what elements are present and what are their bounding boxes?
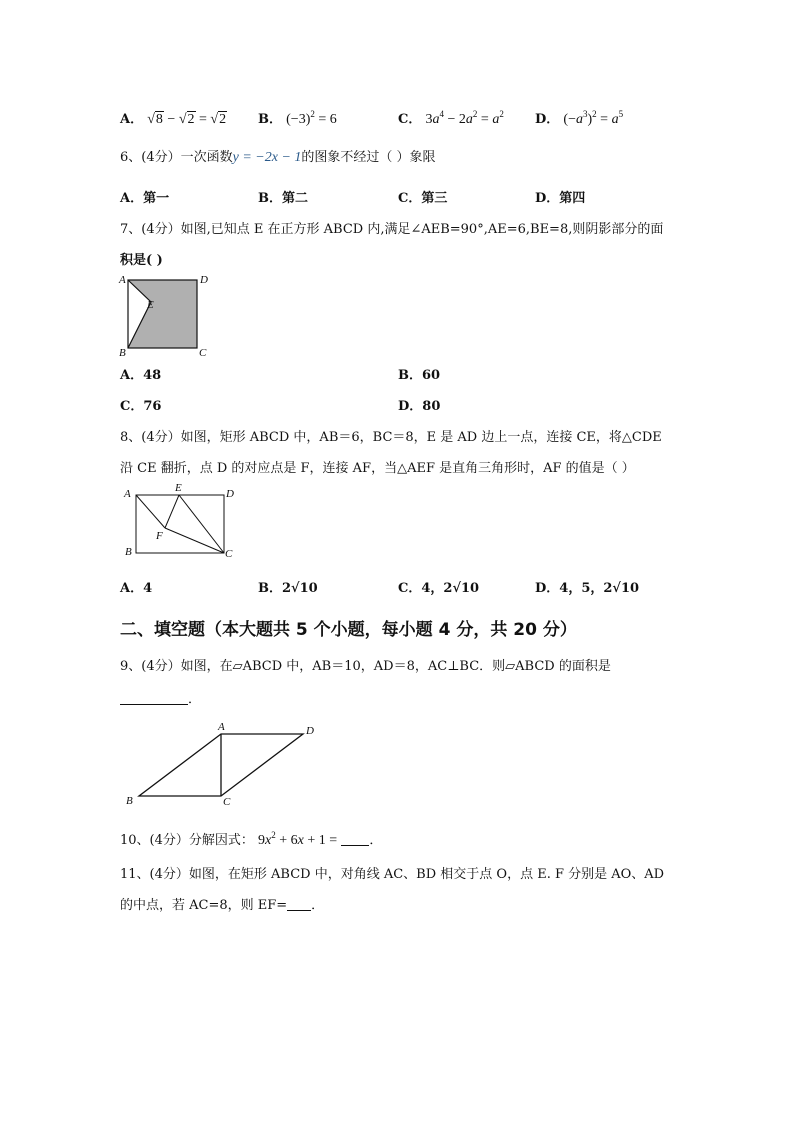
q8-segment-ec (179, 495, 224, 553)
q5-option-b (258, 108, 337, 128)
q9-figure (118, 716, 328, 812)
q6-option-d: D．第四 (535, 191, 586, 206)
q5-option-b-label: B． (258, 112, 282, 127)
q5-option-c (398, 108, 504, 128)
q8-segment-af (136, 495, 165, 528)
q8-option-a-text: A．4 (120, 581, 153, 596)
q7-label-e: E (147, 299, 154, 311)
q7-label-b: B (119, 347, 126, 359)
q11-stem-line2 (120, 894, 324, 913)
q8-stem-line1: 8、(4分）如图，矩形 ABCD 中，AB＝6，BC＝8，E 是 AD 边上一点，连接 CE，将△CDE (120, 430, 662, 445)
q8-stem-line2: 沿 CE 翻折，点 D 的对应点是 F，连接 AF，当△AEF 是直角三角形时，AF 的值是（ ） (120, 461, 635, 476)
q9-label-c: C (223, 796, 231, 808)
q7-option-d: D．80 (398, 399, 441, 414)
q6-suffix: 的图象不经过（ ）象限 (301, 150, 436, 165)
q5-option-d-label: D． (535, 112, 560, 127)
q6-formula: y = −2x − 1 (232, 150, 302, 165)
q8-figure (118, 480, 243, 560)
q8-rectangle (136, 495, 224, 553)
q9-answer-blank[interactable] (120, 692, 188, 705)
q5-option-b-expr: $(-3)^2 = 6$ (286, 109, 337, 127)
q8-segment-ef (165, 495, 179, 528)
q7-label-d: D (200, 274, 208, 286)
q8-option-b (258, 577, 318, 596)
section-2-title: 二、填空题（本大题共 5 个小题，每小题 4 分，共 20 分） (120, 620, 577, 640)
q8-option-c-text: C．4，2√10 (398, 581, 480, 596)
q10-expr: $9x^2 + 6x + 1$ = (258, 830, 338, 848)
q7-figure (115, 272, 215, 362)
q9-label-d: D (306, 725, 314, 737)
q8-segment-fc (165, 528, 224, 553)
q8-option-d-text: D．4，5，2√10 (535, 581, 640, 596)
q9-end: ． (188, 692, 202, 707)
q7-stem-line1: 7、(4分）如图,已知点 E 在正方形 ABCD 内,满足∠AEB=90°,AE=6,BE=8,则阴影部分的面 (120, 222, 664, 237)
q10-prefix: 10、(4分）分解因式： (120, 833, 254, 848)
q5-option-a-label: A． (120, 112, 144, 127)
q6-stem (120, 146, 436, 166)
q8-option-b-text: B．2√10 (258, 581, 318, 596)
q7-option-c: C．76 (120, 399, 162, 414)
q7-label-c: C (199, 347, 207, 359)
q11-line2-start: 的中点，若 AC=8，则 EF= (120, 898, 288, 913)
q11-end: ． (311, 898, 325, 913)
q9-label-b: B (126, 795, 133, 807)
q5-option-c-label: C． (398, 112, 422, 127)
q6-option-c: C．第三 (398, 191, 448, 206)
q8-label-c: C (225, 548, 233, 560)
q7-option-a: A．48 (120, 368, 162, 383)
q9-stem-line1: 9、(4分）如图，在▱ABCD 中，AB＝10，AD＝8，AC⊥BC．则▱ABCD 的面积是 (120, 659, 611, 674)
q7-option-b: B．60 (398, 368, 441, 383)
q8-option-c (398, 577, 479, 596)
q8-label-f: F (156, 530, 163, 542)
q7-stem-line2: 积是( ) (120, 253, 163, 268)
q7-label-a: A (119, 274, 126, 286)
q11-answer-blank[interactable] (287, 898, 311, 911)
q8-label-a: A (124, 488, 131, 500)
q8-label-e: E (175, 482, 182, 494)
q8-label-d: D (226, 488, 234, 500)
q9-answer-line (120, 688, 201, 707)
q5-option-d (535, 108, 623, 128)
q5-option-a (120, 108, 227, 128)
q6-option-b: B．第二 (258, 191, 308, 206)
q10-end: ． (369, 833, 383, 848)
q6-prefix: 6、(4分）一次函数 (120, 150, 233, 165)
q8-option-d (535, 577, 639, 596)
q6-option-a: A．第一 (120, 191, 170, 206)
q5-option-d-expr: $(-a^3)^2 = a^5$ (563, 109, 624, 127)
q10-answer-blank[interactable] (341, 833, 369, 846)
q8-option-a (120, 577, 152, 596)
q11-stem-line1: 11、(4分）如图，在矩形 ABCD 中，对角线 AC、BD 相交于点 O，点 E. F 分别是 AO、AD (120, 867, 665, 882)
q9-label-a: A (218, 721, 225, 733)
q5-option-a-expr: √8 − √2 = √2 (147, 112, 227, 127)
q10-stem (120, 829, 382, 849)
q5-option-c-expr: $3a^4 - 2a^2 = a^2$ (425, 109, 504, 127)
q8-label-b: B (125, 546, 132, 558)
